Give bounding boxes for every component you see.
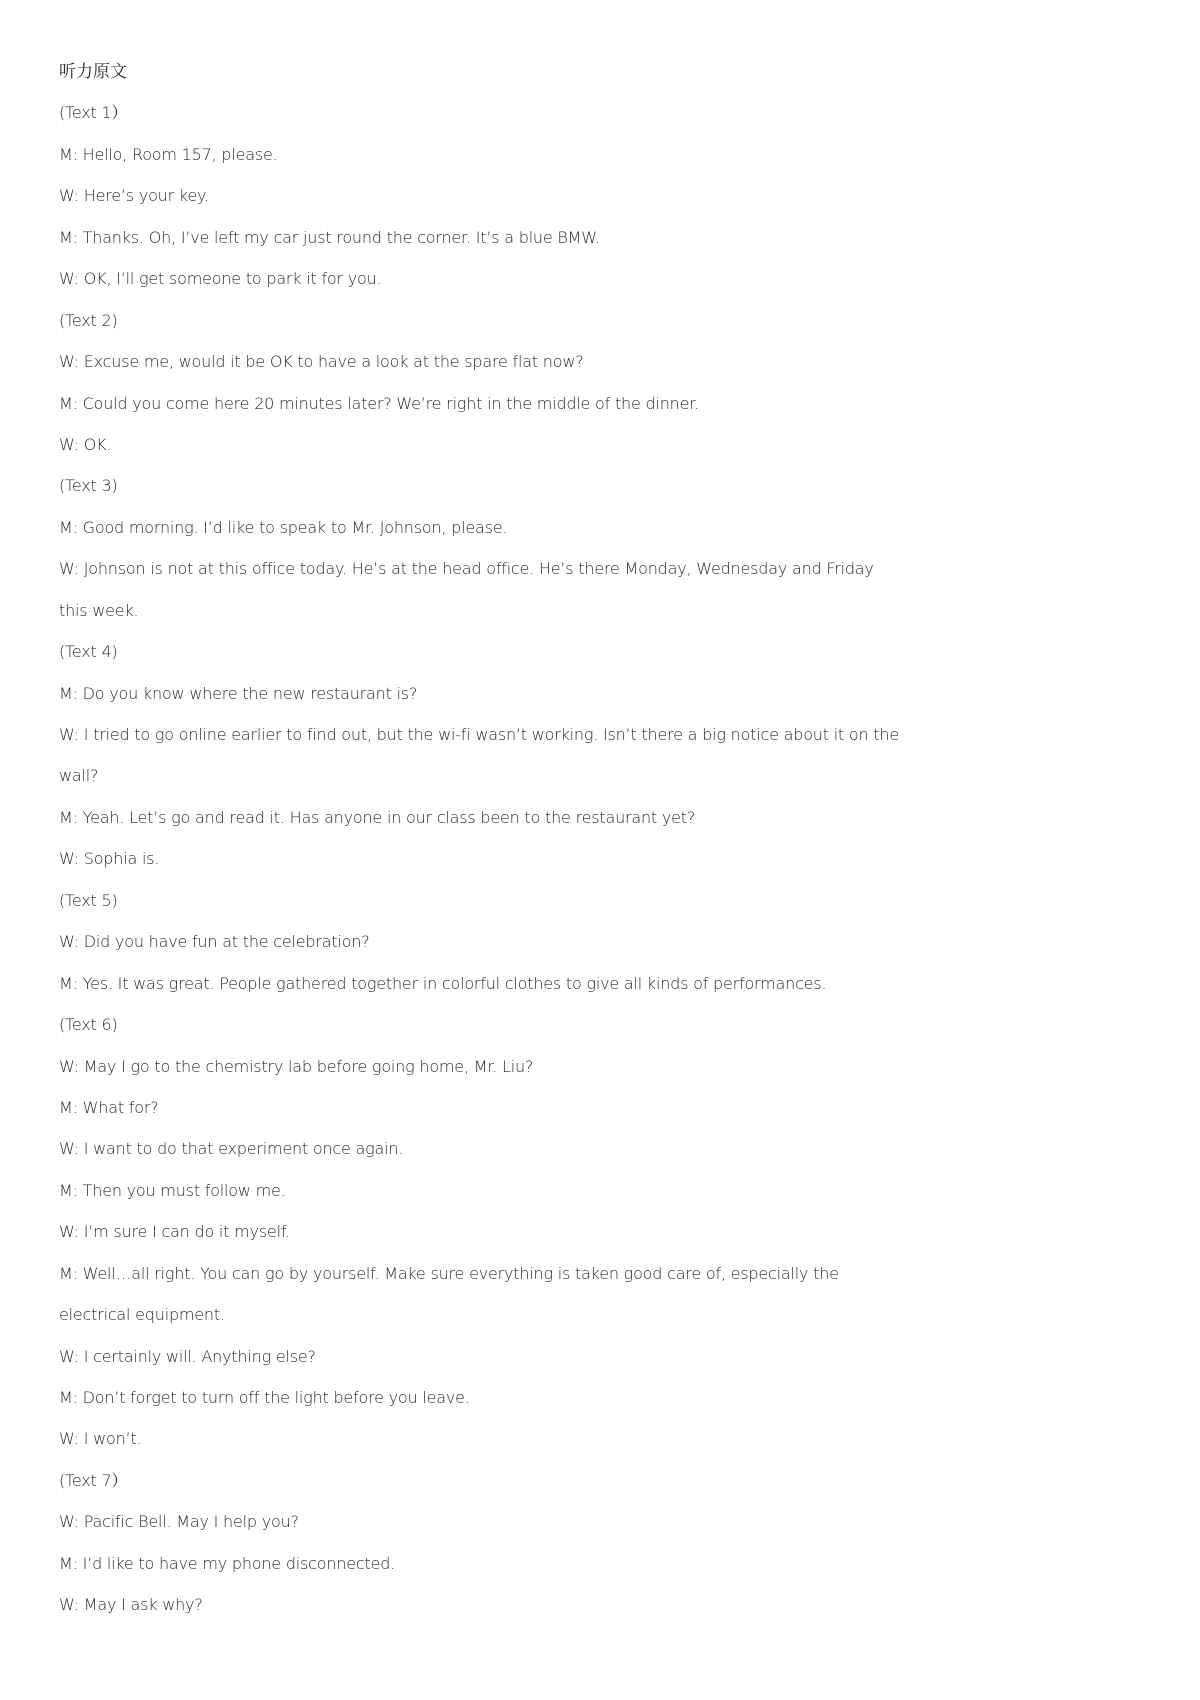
transcript-line: M: Do you know where the new restaurant is?: [59, 683, 418, 703]
transcript-line: W: I want to do that experiment once again.: [59, 1139, 404, 1159]
transcript-line: M: Don’t forget to turn off the light before you leave.: [59, 1388, 470, 1407]
transcript-line: (Text 1）: [59, 103, 128, 123]
transcript-line: M: Well…all right. You can go by yourself. Make sure everything is taken good care of, especially the: [59, 1263, 839, 1283]
transcript-line: M: Yes. It was great. People gathered together in colorful clothes to give all kinds of performances.: [59, 973, 827, 993]
transcript-line: M: I’d like to have my phone disconnected.: [59, 1553, 396, 1573]
transcript-line: M: Good morning. I’d like to speak to Mr. Johnson, please.: [59, 517, 508, 537]
transcript-line: (Text 4): [59, 642, 118, 662]
transcript-line: W: May I go to the chemistry lab before going home, Mr. Liu?: [59, 1056, 534, 1076]
transcript-line: (Text 3): [59, 476, 118, 496]
transcript-line: M: Thanks. Oh, I’ve left my car just round the corner. It’s a blue BMW.: [59, 227, 600, 247]
transcript-line: this week.: [59, 600, 139, 620]
transcript-line: M: Then you must follow me.: [59, 1180, 286, 1200]
transcript-line: W: Sophia is.: [59, 849, 160, 869]
transcript-body: [59, 60, 1119, 1635]
transcript-line: W: May I ask why?: [59, 1595, 203, 1615]
transcript-line: (Text 2): [59, 310, 118, 330]
transcript-line: M: Hello, Room 157, please.: [59, 144, 278, 164]
transcript-line: M: Could you come here 20 minutes later? We’re right in the middle of the dinner.: [59, 393, 700, 413]
transcript-line: W: Excuse me, would it be OK to have a look at the spare flat now?: [59, 352, 584, 372]
transcript-line: W: OK.: [59, 434, 112, 454]
transcript-line: (Text 6): [59, 1015, 118, 1035]
transcript-line: wall?: [59, 766, 99, 786]
transcript-line: (Text 7）: [59, 1470, 128, 1490]
transcript-line: M: What for?: [59, 1097, 159, 1117]
transcript-line: electrical equipment.: [59, 1305, 225, 1325]
transcript-line: W: I tried to go online earlier to find out, but the wi-fi wasn’t working. Isn’t there a big notice about it on the: [59, 725, 899, 744]
document-title: 听力原文: [59, 62, 127, 82]
transcript-line: W: I’m sure I can do it myself.: [59, 1222, 290, 1242]
transcript-line: W: OK, I’ll get someone to park it for you.: [59, 269, 382, 289]
transcript-line: W: Pacific Bell. May I help you?: [59, 1512, 299, 1532]
transcript-line: W: Did you have fun at the celebration?: [59, 932, 370, 952]
transcript-line: (Text 5): [59, 890, 118, 910]
transcript-line: W: I won’t.: [59, 1429, 142, 1449]
transcript-line: W: Johnson is not at this office today. He’s at the head office. He’s there Monday, Wednesday and Friday: [59, 559, 874, 579]
transcript-line: W: Here’s your key.: [59, 186, 209, 206]
transcript-line: M: Yeah. Let’s go and read it. Has anyone in our class been to the restaurant yet?: [59, 807, 696, 827]
transcript-line: W: I certainly will. Anything else?: [59, 1346, 316, 1366]
